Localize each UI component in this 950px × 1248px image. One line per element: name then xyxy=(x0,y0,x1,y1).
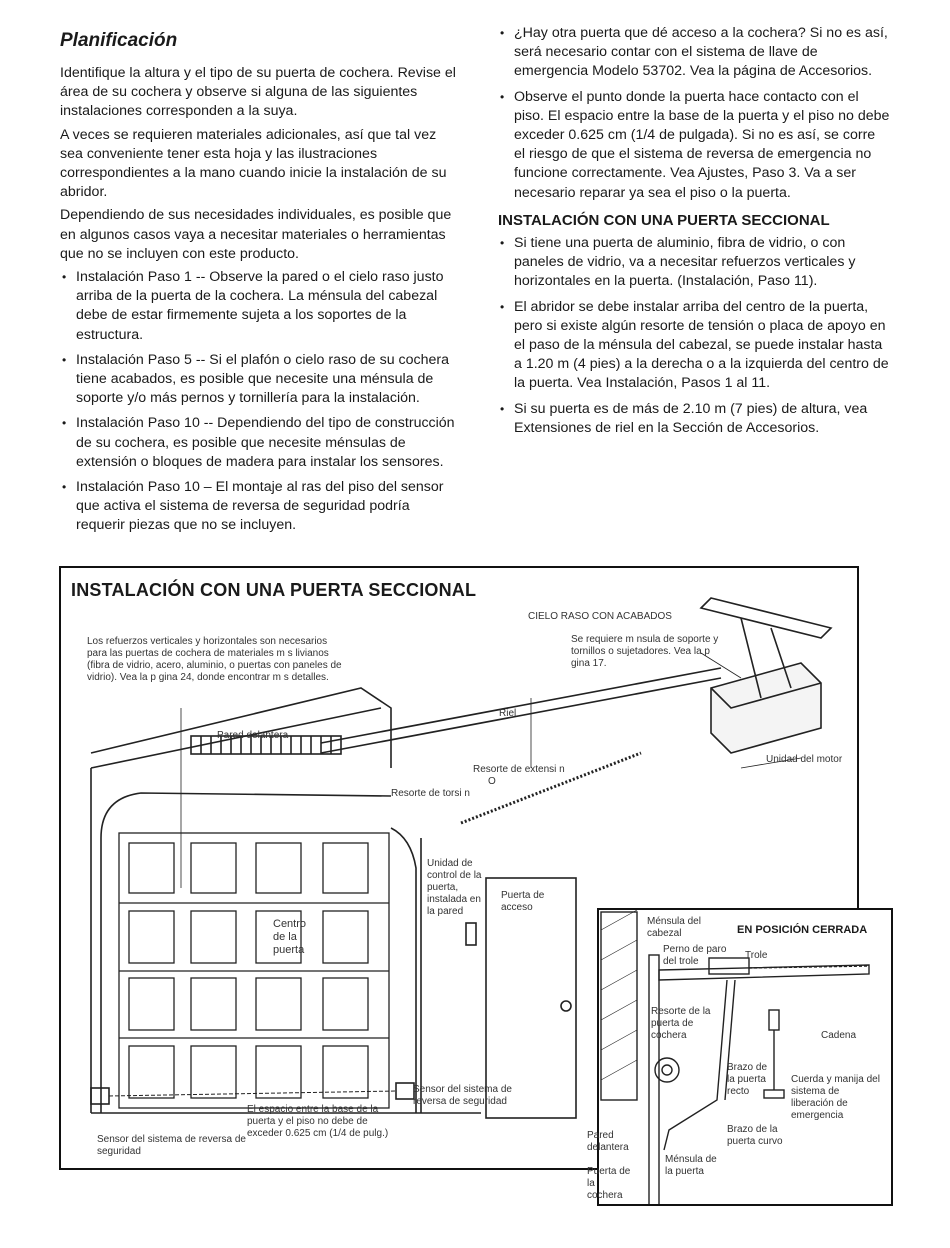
list-item: • Instalación Paso 1 -- Observe la pared o el cielo raso justo arriba de la puerta de la cochera. La ménsula del cabezal debe de estar firmemente sujeta a los soportes de la estructura. xyxy=(60,268,460,345)
inset-title: EN POSICIÓN CERRADA xyxy=(737,924,868,936)
label-resorte-extension: Resorte de extensi n xyxy=(473,764,565,775)
label-brazo-curvo: Brazo de la puerta curvo xyxy=(727,1124,783,1147)
figure-title: INSTALACIÓN CON UNA PUERTA SECCIONAL xyxy=(71,580,477,600)
label-requiere: Se requiere m nsula de soporte y tornillos o sujetadores. Vea la p gina 17. xyxy=(571,634,719,669)
list-item: • ¿Hay otra puerta que dé acceso a la cochera? Si no es así, será necesario contar con el sistema de llave de emergencia Modelo 53702. Vea la página de Accesorios. xyxy=(498,24,890,82)
needs-paragraph: Dependiendo de sus necesidades individuales, es posible que en algunos casos vaya a necesitar materiales o herramientas que no se incluyen con este producto. xyxy=(60,207,452,262)
label-resorte-torsion: Resorte de torsi n xyxy=(391,788,470,799)
label-sensor-derecho: Sensor del sistema de reversa de seguridad xyxy=(413,1084,512,1107)
list-item: • Observe el punto donde la puerta hace contacto con el piso. El espacio entre la base de la puerta y el piso no debe exceder 0.625 cm (1/4 de pulgada). Si no es así, se corre el riesgo de que el sistema de reversa de emergencia no funcione correctamente. Vea Ajustes, Paso 3. Va a ser necesario reparar ya sea el piso o la puerta. xyxy=(498,88,890,203)
intro-paragraph: Identifique la altura y el tipo de su puerta de cochera. Revise el área de su cochera y observe si alguna de las siguientes instalaciones corresponden a la suya. xyxy=(60,65,456,120)
label-cadena: Cadena xyxy=(821,1030,857,1041)
label-centro-puerta: Centro de la puerta xyxy=(273,918,307,956)
right-bottom-bullet-list xyxy=(498,234,890,438)
label-perno: Perno de paro del trole xyxy=(663,944,727,967)
left-column xyxy=(60,24,460,542)
label-puerta-acceso: Puerta de acceso xyxy=(501,890,545,913)
list-item: • El abridor se debe instalar arriba del centro de la puerta, pero si existe algún resorte de tensión o placa de apoyo en el paso de la ménsula del cabezal, se puede instalar hasta a 1.20 m (4 pies) a la derecha o a la izquierda del centro de la puerta. Vea Instalación, Pasos 1 al 11. xyxy=(498,298,890,394)
label-mensula-cabezal: Ménsula del cabezal xyxy=(647,916,701,939)
label-trole: Trole xyxy=(745,950,768,961)
access-door xyxy=(486,878,576,1118)
rail xyxy=(321,668,721,743)
label-unidad-motor: Unidad del motor xyxy=(766,754,843,765)
label-unidad-control: Unidad de control de la puerta, instalada en la pared xyxy=(427,858,482,917)
door-frame-top xyxy=(101,793,391,838)
list-item: • Si tiene una puerta de aluminio, fibra de vidrio, o con paneles de vidrio, va a necesitar refuerzos verticales y horizontales en la puerta. (Instalación, Paso 11). xyxy=(498,234,890,292)
right-column xyxy=(498,24,890,444)
list-item: • Instalación Paso 10 – El montaje al ras del piso del sensor que activa el sistema de reversa de seguridad podría requerir piezas que no se incluyen. xyxy=(60,478,460,536)
label-cuerda: Cuerda y manija del sistema de liberación de emergencia xyxy=(791,1074,880,1121)
right-top-bullet-list xyxy=(498,24,890,203)
label-pared-delantera: Pared delantera xyxy=(217,730,289,741)
label-mensula-puerta: Ménsula de la puerta xyxy=(665,1154,717,1177)
closed-position-inset xyxy=(587,908,893,1206)
label-refuerzos: Los refuerzos verticales y horizontales son necesarios para las puertas de cochera de materiales m s livianos (fibra de vidrio, acero, aluminio, o puertas con paneles de vidrio). Vea la p gina 24, donde encontrar m s detalles. xyxy=(87,636,342,683)
list-item: • Instalación Paso 5 -- Si el plafón o cielo raso de su cochera tiene acabados, es posible que necesite una ménsula de soporte y/o más pernos y tornillería para la instalación. xyxy=(60,351,460,409)
motor-unit xyxy=(711,663,821,753)
materials-paragraph: A veces se requieren materiales adicionales, así que tal vez sea conveniente tener esta hoja y las ilustraciones correspondientes a la mano cuando inicie la instalación de su abridor. xyxy=(60,126,447,201)
list-item: • Si su puerta es de más de 2.10 m (7 pies) de altura, vea Extensiones de riel en la Sección de Accesorios. xyxy=(498,400,890,438)
label-cielo-raso: CIELO RASO CON ACABADOS xyxy=(528,611,672,622)
section-title-seccional: INSTALACIÓN CON UNA PUERTA SECCIONAL xyxy=(498,211,830,229)
label-o: O xyxy=(488,776,496,787)
label-pared: Pared delantera xyxy=(587,1130,629,1153)
label-sensor-izquierdo: Sensor del sistema de reversa de seguridad xyxy=(97,1134,246,1157)
label-resorte: Resorte de la puerta de cochera xyxy=(651,1006,711,1041)
list-item: • Instalación Paso 10 -- Dependiendo del tipo de construcción de su cochera, es posible que necesite ménsulas de extensión o bloques de madera para instalar los sensores. xyxy=(60,414,460,472)
label-espacio: El espacio entre la base de la puerta y el piso no debe de exceder 0.625 cm (1/4 de pulg.) xyxy=(247,1104,389,1139)
section-title-planificacion: Planificación xyxy=(60,30,178,51)
label-riel: Riel xyxy=(499,708,517,719)
left-bullet-list xyxy=(60,268,460,536)
label-puerta-cochera: Puerta de la cochera xyxy=(587,1166,631,1201)
label-brazo-recto: Brazo de la puerta recto xyxy=(727,1062,768,1097)
